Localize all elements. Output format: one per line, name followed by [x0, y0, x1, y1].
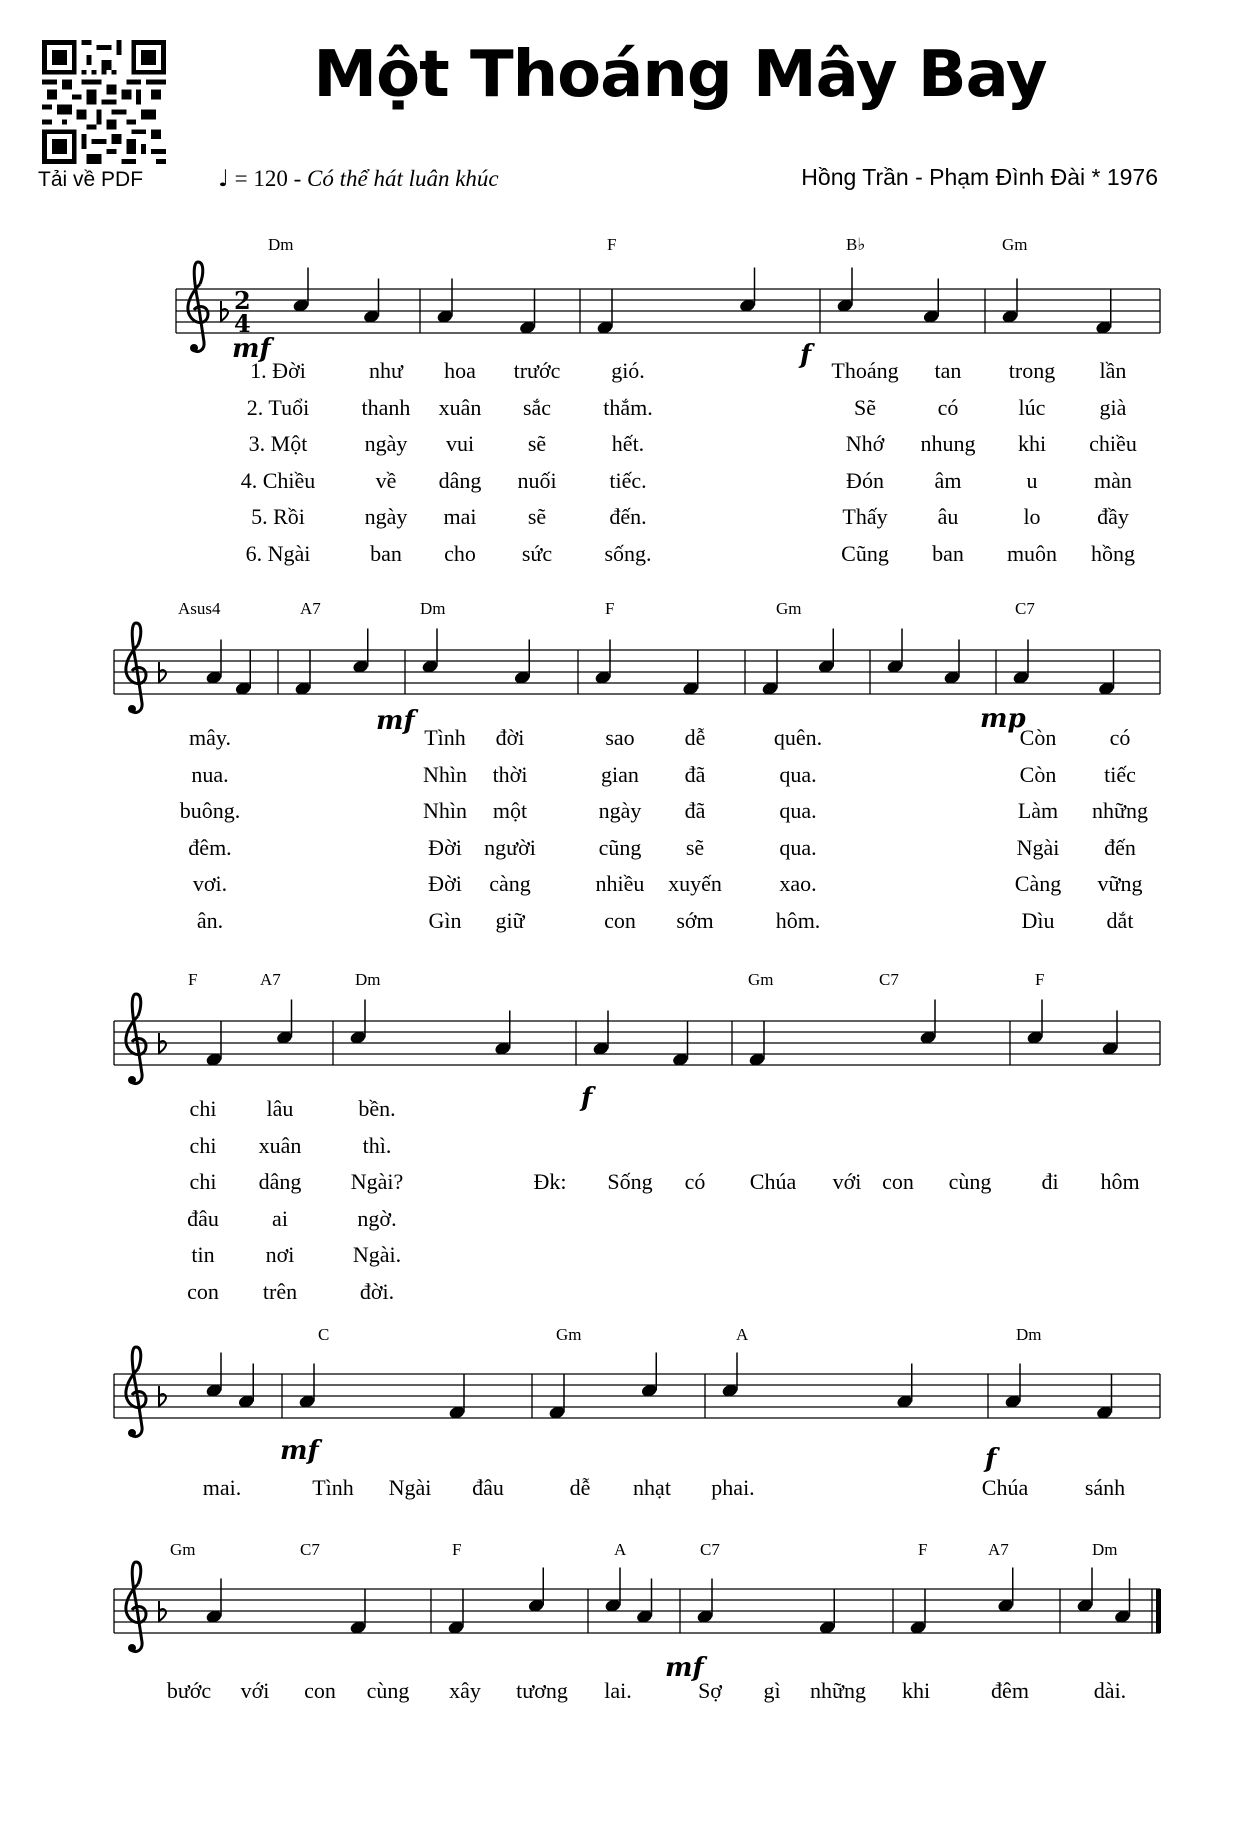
treble-clef-icon — [126, 623, 146, 713]
lyric-word: ân. — [196, 907, 224, 933]
lyric-word: có — [937, 394, 959, 420]
lyric-word: Dìu — [1021, 907, 1055, 933]
lyric-word: lo — [1023, 504, 1041, 529]
tempo-value: = 120 - — [234, 166, 302, 191]
chord-symbol: B♭ — [846, 235, 866, 254]
lyric-word: thanh — [361, 394, 411, 420]
lyric-word: vui — [445, 431, 475, 456]
lyric-word: Đk: — [533, 1169, 567, 1194]
chord-symbol: Gm — [776, 599, 802, 618]
chord-symbol: F — [607, 235, 617, 254]
lyric-word: khi — [901, 1678, 931, 1703]
lyric-word: đâu — [187, 1205, 219, 1231]
lyric-word: Đời — [428, 871, 462, 896]
dynamic-marking: f — [800, 340, 812, 370]
dynamic-marking: mf — [665, 1653, 704, 1683]
lyric-word: thì. — [362, 1132, 392, 1158]
chord-symbol: A7 — [260, 970, 281, 989]
lyric-word: Còn — [1019, 761, 1057, 787]
lyric-word: mai. — [202, 1475, 242, 1500]
lyric-word: những — [810, 1678, 866, 1703]
lyric-word: xao. — [779, 871, 817, 896]
lyric-word: Chúa — [981, 1475, 1029, 1500]
lyric-word: xuyến — [668, 871, 722, 896]
lyric-word: tương — [516, 1678, 568, 1703]
chord-symbol: C7 — [1015, 599, 1035, 618]
time-signature-bottom: 4 — [234, 309, 251, 338]
lyric-word: ban — [932, 540, 964, 566]
lyric-word: gì — [763, 1678, 781, 1703]
lyric-word: dắt — [1106, 907, 1134, 933]
lyric-word: đến — [1104, 834, 1136, 860]
lyric-word: 1. Đời — [250, 358, 306, 383]
lyric-word: Càng — [1014, 871, 1062, 896]
lyric-word: có — [1109, 725, 1131, 750]
lyric-word: đời. — [359, 1278, 395, 1304]
lyric-word: nua. — [191, 761, 229, 787]
lyric-word: lai. — [604, 1678, 632, 1703]
lyric-word: mai — [443, 504, 477, 529]
lyric-word: cho — [444, 540, 476, 566]
lyric-word: lần — [1099, 358, 1127, 383]
treble-clef-icon — [126, 994, 146, 1084]
lyric-word: chi — [189, 1169, 217, 1194]
lyric-word: tiếc. — [609, 467, 647, 493]
lyric-word: Làm — [1017, 798, 1059, 823]
lyric-word: dâng — [438, 467, 482, 493]
lyric-word: sức — [521, 540, 553, 566]
lyric-word: sẽ — [685, 834, 705, 860]
lyric-word: Nhớ — [845, 431, 885, 456]
chord-symbol: Dm — [1092, 1540, 1118, 1559]
lyric-word: ngờ. — [357, 1205, 397, 1231]
dynamic-marking: mf — [232, 334, 271, 364]
lyric-word: sẽ — [527, 431, 547, 456]
lyric-word: dâng — [258, 1169, 302, 1194]
lyric-word: chi — [189, 1132, 217, 1158]
lyric-word: lúc — [1018, 394, 1046, 420]
lyric-word: Còn — [1019, 725, 1057, 750]
lyric-word: ngày — [598, 798, 642, 823]
lyric-word: âu — [937, 504, 959, 529]
lyric-word: sống. — [604, 540, 652, 566]
lyric-word: hồng — [1091, 540, 1135, 566]
chord-symbol: F — [452, 1540, 462, 1559]
lyric-word: cũng — [598, 834, 642, 860]
lyric-word: trong — [1008, 358, 1056, 383]
chord-symbol: F — [918, 1540, 928, 1559]
chord-symbol: C — [318, 1325, 330, 1344]
lyric-word: Nhìn — [423, 798, 467, 823]
lyric-word: gian — [601, 761, 639, 787]
lyric-word: gió. — [611, 358, 645, 383]
lyric-word: qua. — [779, 834, 817, 860]
lyric-word: tiếc — [1104, 761, 1136, 787]
lyric-word: tin — [191, 1242, 215, 1267]
lyric-word: những — [1092, 798, 1148, 823]
lyric-word: muôn — [1006, 540, 1058, 566]
lyric-word: 6. Ngài — [245, 540, 311, 566]
chord-symbol: C7 — [700, 1540, 720, 1559]
chord-symbol: Dm — [355, 970, 381, 989]
lyric-word: Nhìn — [423, 761, 467, 787]
lyric-word: phai. — [711, 1475, 755, 1500]
lyric-word: nhung — [920, 431, 976, 456]
lyric-word: sắc — [522, 394, 552, 420]
lyric-word: hoa — [444, 358, 476, 383]
composer-credit: Hồng Trần - Phạm Đình Đài * 1976 — [801, 164, 1158, 190]
chord-symbol: Dm — [420, 599, 446, 618]
chord-symbol: Gm — [1002, 235, 1028, 254]
lyric-word: cùng — [948, 1169, 992, 1194]
lyric-word: buông. — [179, 798, 241, 823]
lyric-word: sánh — [1084, 1475, 1126, 1500]
chord-symbol: A — [614, 1540, 627, 1559]
dynamic-marking: f — [985, 1444, 997, 1474]
lyric-word: khi — [1017, 431, 1047, 456]
lyric-word: hôm — [1100, 1169, 1140, 1194]
lyric-word: u — [1026, 467, 1038, 493]
lyric-word: chiều — [1089, 431, 1137, 456]
lyric-word: con — [882, 1169, 914, 1194]
lyric-word: Đón — [846, 467, 884, 493]
chord-symbol: Gm — [748, 970, 774, 989]
lyric-word: Cũng — [841, 540, 889, 566]
lyric-word: xây — [449, 1678, 481, 1703]
dynamic-marking: mp — [980, 704, 1026, 734]
lyric-word: Thoáng — [831, 358, 899, 383]
lyric-word: con — [604, 907, 636, 933]
chord-symbol: A7 — [300, 599, 321, 618]
lyric-word: thời — [492, 761, 528, 787]
lyric-word: dễ — [684, 725, 706, 750]
treble-clef-icon — [188, 262, 208, 352]
lyric-word: qua. — [779, 798, 817, 823]
lyric-word: 2. Tuổi — [246, 394, 310, 420]
lyric-word: Thấy — [842, 504, 888, 529]
lyric-word: vững — [1097, 871, 1143, 896]
chord-symbol: Dm — [1016, 1325, 1042, 1344]
dynamic-marking: mf — [280, 1436, 319, 1466]
lyric-word: Chúa — [749, 1169, 797, 1194]
lyric-word: ai — [272, 1205, 288, 1231]
lyric-word: 4. Chiều — [240, 467, 316, 493]
lyric-word: bước — [166, 1678, 212, 1703]
lyric-word: cùng — [366, 1678, 410, 1703]
chord-symbol: A7 — [988, 1540, 1009, 1559]
lyric-word: nơi — [265, 1242, 295, 1267]
lyric-word: Sẽ — [854, 394, 876, 420]
lyric-word: hết. — [611, 431, 645, 456]
chord-symbol: Gm — [170, 1540, 196, 1559]
lyric-word: mây. — [189, 725, 231, 750]
chord-symbol: Asus4 — [178, 599, 221, 618]
chord-symbol: F — [188, 970, 198, 989]
lyric-word: hôm. — [775, 907, 821, 933]
lyric-word: Ngài — [388, 1475, 432, 1500]
lyric-word: Gìn — [428, 907, 462, 933]
lyric-word: âm — [934, 467, 962, 493]
lyric-word: nhạt — [633, 1475, 671, 1500]
lyric-word: càng — [489, 871, 531, 896]
chord-symbol: A — [736, 1325, 749, 1344]
dynamic-marking: f — [581, 1083, 593, 1113]
lyric-word: đêm — [991, 1678, 1029, 1703]
treble-clef-icon — [126, 1347, 146, 1437]
lyric-word: Ngài — [1016, 834, 1060, 860]
lyric-word: bền. — [358, 1096, 396, 1121]
lyric-word: ngày — [364, 431, 408, 456]
lyric-word: Tình — [312, 1475, 354, 1500]
lyric-word: sớm — [676, 907, 714, 933]
lyric-word: đầy — [1097, 504, 1129, 529]
lyric-word: đến. — [609, 504, 647, 529]
lyric-word: như — [369, 358, 403, 383]
lyric-word: thắm. — [603, 394, 653, 420]
lyric-word: đâu — [472, 1475, 504, 1500]
quarter-note-icon: ♩ — [218, 166, 229, 192]
lyric-word: con — [304, 1678, 336, 1703]
chord-symbol: Dm — [268, 235, 294, 254]
chord-symbol: Gm — [556, 1325, 582, 1344]
lyric-word: lâu — [266, 1096, 294, 1121]
lyric-word: tan — [934, 358, 962, 383]
lyric-word: nuối — [517, 467, 557, 493]
lyric-word: sao — [605, 725, 635, 750]
lyric-word: vơi. — [192, 871, 228, 896]
lyric-word: người — [484, 834, 536, 860]
lyric-word: già — [1099, 394, 1127, 420]
treble-clef-icon — [126, 1562, 146, 1652]
lyric-word: trên — [262, 1278, 298, 1304]
lyric-word: Sợ — [698, 1678, 722, 1703]
lyric-word: có — [684, 1169, 706, 1194]
final-barline — [1156, 1589, 1161, 1633]
chord-symbol: F — [1035, 970, 1045, 989]
lyric-word: sẽ — [527, 504, 547, 529]
lyric-word: nhiều — [595, 871, 645, 896]
lyric-word: đi — [1041, 1169, 1059, 1194]
lyric-word: màn — [1094, 467, 1132, 493]
lyric-word: đời — [495, 725, 525, 750]
lyric-word: đã — [684, 761, 706, 787]
lyric-word: ban — [370, 540, 402, 566]
lyric-word: trước — [513, 358, 561, 383]
lyric-word: 5. Rồi — [251, 504, 305, 529]
lyric-word: về — [375, 467, 397, 493]
lyric-word: với — [240, 1678, 270, 1703]
chord-symbol: C7 — [879, 970, 899, 989]
lyric-word: Ngài? — [350, 1169, 404, 1194]
lyric-word: xuân — [258, 1132, 302, 1158]
chord-symbol: C7 — [300, 1540, 320, 1559]
lyric-word: 3. Một — [248, 431, 308, 456]
lyric-word: ngày — [364, 504, 408, 529]
lyric-word: Sống — [607, 1169, 653, 1194]
lyric-word: đã — [684, 798, 706, 823]
lyric-word: với — [832, 1169, 862, 1194]
lyric-word: xuân — [438, 394, 482, 420]
song-title: Một Thoáng Mây Bay — [313, 38, 1047, 112]
download-pdf-link[interactable]: Tải về PDF — [38, 168, 144, 191]
dynamic-marking: mf — [376, 706, 415, 736]
lyric-word: con — [187, 1278, 219, 1304]
lyric-word: đêm. — [188, 834, 232, 860]
time-signature-top: 2 — [234, 286, 251, 315]
tempo-text: Có thể hát luân khúc — [307, 166, 499, 191]
lyric-word: giữ — [495, 907, 525, 933]
lyric-word: qua. — [779, 761, 817, 787]
lyric-word: một — [492, 798, 528, 823]
lyric-word: dễ — [569, 1475, 591, 1500]
lyric-word: dài. — [1093, 1678, 1127, 1703]
lyric-word: quên. — [773, 725, 823, 750]
lyric-word: chi — [189, 1096, 217, 1121]
chord-symbol: F — [605, 599, 615, 618]
lyric-word: Đời — [428, 834, 462, 860]
lyric-word: Ngài. — [352, 1242, 402, 1267]
lyric-word: Tình — [424, 725, 466, 750]
